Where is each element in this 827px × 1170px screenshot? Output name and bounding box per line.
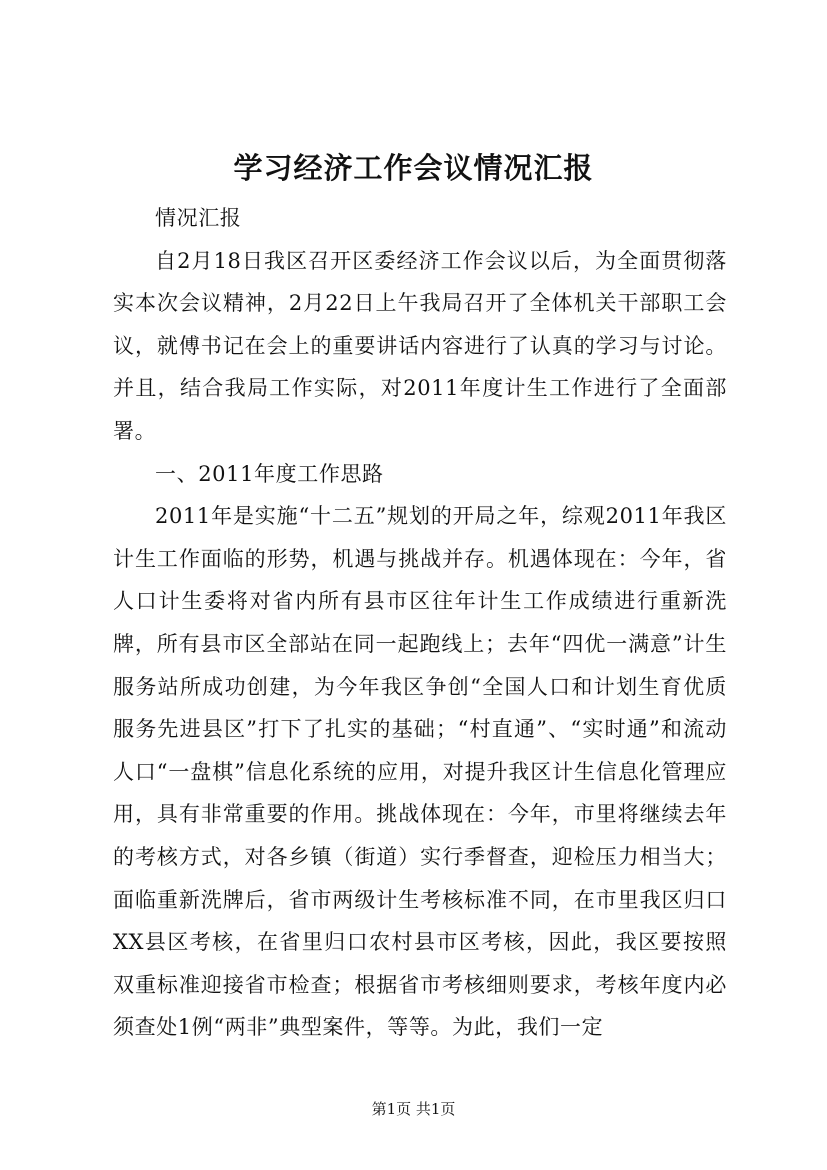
section-heading: 一、2011年度工作思路 [155,461,384,486]
page-footer: 第1页 共1页 [371,1100,456,1118]
document-body [113,197,727,1049]
paragraph-intro: 自2月18日我区召开区委经济工作会议以后，为全面贯彻落实本次会议精神，2月22日上午我局召开了全体机关干部职工会议，就傅书记在会上的重要讲话内容进行了认真的学习与讨论。并且，结合我局工作实际，对2011年度计生工作进行了全面部署。 [113,248,727,443]
document-title: 学习经济工作会议情况汇报 [233,151,594,185]
paragraph-section-body: 2011年是实施“十二五”规划的开局之年，综观2011年我区计生工作面临的形势，机遇与挑战并存。机遇体现在：今年，省人口计生委将对省内所有县市区往年计生工作成绩进行重新洗牌，所有县市区全部站在同一起跑线上；去年“四优一满意”计生服务站所成功创建，为今年我区争创“全国人口和计划生育优质服务先进县区”打下了扎实的基础；“村直通”、“实时通”和流动人口“一盘棋”信息化系统的应用，对提升我区计生信息化管理应用，具有非常重要的作用。挑战体现在：今年，市里将继续去年的考核方式，对各乡镇（街道）实行季督查，迎检压力相当大；面临重新洗牌后，省市两级计生考核标准不同，在市里我区归口XX县区考核，在省里归口农村县市区考核，因此，我区要按照双重标准迎接省市检查；根据省市考核细则要求，考核年度内必须查处1例“两非”典型案件，等等。为此，我们一定 [113,504,727,1040]
paragraph-heading: 情况汇报 [155,206,242,230]
